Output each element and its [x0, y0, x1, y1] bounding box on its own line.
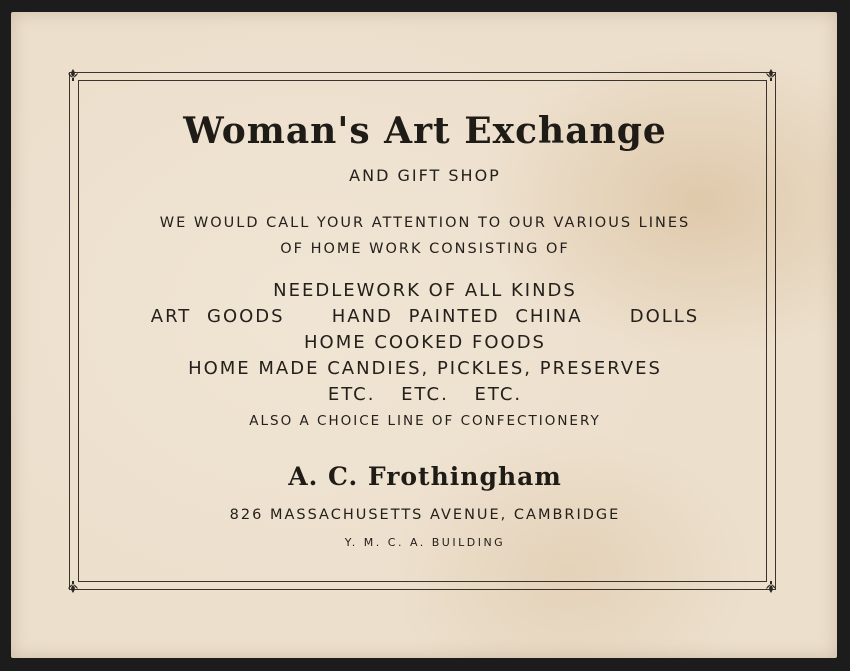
- offering-line: ETC. ETC. ETC.: [327, 384, 523, 405]
- fleur-ornament-icon: [764, 68, 778, 82]
- building-line: Y. M. C. A. BUILDING: [344, 536, 506, 549]
- fleur-ornament-icon: [66, 68, 80, 82]
- intro-line-2: OF HOME WORK CONSISTING OF: [280, 241, 570, 257]
- card-title: Woman's Art Exchange: [183, 110, 667, 152]
- fleur-ornament-icon: [66, 580, 80, 594]
- intro-line-1: WE WOULD CALL YOUR ATTENTION TO OUR VARIOUS LINES: [159, 215, 691, 231]
- proprietor-name: A. C. Frothingham: [288, 462, 562, 491]
- offering-line: HOME MADE CANDIES, PICKLES, PRESERVES: [188, 358, 662, 379]
- confectionery-line: ALSO A CHOICE LINE OF CONFECTIONERY: [249, 413, 601, 429]
- address-line: 826 MASSACHUSETTS AVENUE, CAMBRIDGE: [229, 507, 621, 523]
- card-subtitle: AND GIFT SHOP: [349, 166, 501, 185]
- offering-line: NEEDLEWORK OF ALL KINDS: [273, 280, 577, 301]
- offering-line: HOME COOKED FOODS: [304, 332, 546, 353]
- fleur-ornament-icon: [764, 580, 778, 594]
- offering-line: ART GOODS HAND PAINTED CHINA DOLLS: [150, 306, 700, 327]
